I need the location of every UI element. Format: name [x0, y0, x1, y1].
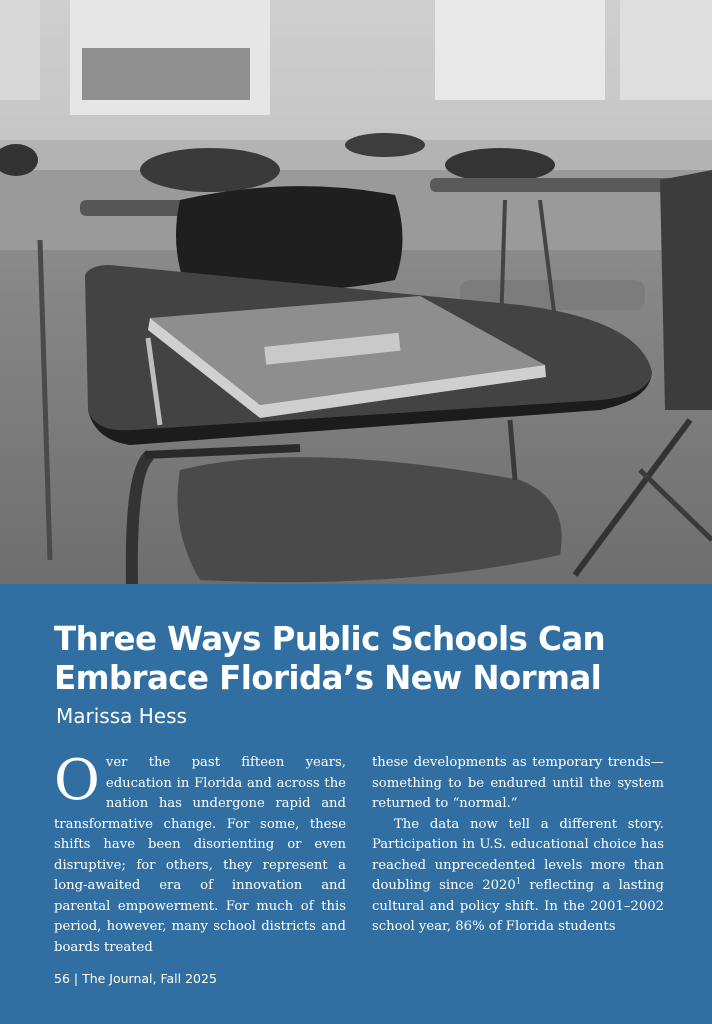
article-title	[54, 620, 674, 698]
body-paragraph-2-text-a: The data now tell a different story. Participation in U.S. educational choice has reached unprecedented levels more than doubling since 2020	[372, 816, 664, 893]
author-byline: Marissa Hess	[56, 704, 187, 728]
body-column-1	[54, 748, 346, 958]
article-title-line-1: Three Ways Public Schools Can	[54, 620, 606, 658]
body-paragraph-1-continued: these developments as temporary trends—something to be endured until the system returned to “normal.”	[372, 755, 664, 811]
body-paragraph-2-text-b: reflecting a lasting cultural and policy shift. In the 2001–2002 school year, 86% of Florida students	[372, 878, 664, 934]
page-footer: 56 | The Journal, Fall 2025	[54, 971, 217, 986]
article-title-line-2: Embrace Florida’s New Normal	[54, 659, 602, 697]
body-paragraph-2	[372, 815, 664, 938]
body-paragraph-1-text: ver the past fifteen years, education in Florida and across the nation has undergone rapid and transformative change. For some, these shifts have been disorienting or even disruptive; for others, they represent a long-awaited era of innovation and parental empowerment. For much of this period, however, many school districts and boards treated	[54, 755, 346, 955]
body-column-2	[372, 753, 664, 938]
body-paragraph-1	[54, 748, 346, 958]
footnote-marker: 1	[515, 876, 521, 886]
drop-cap: O	[54, 748, 100, 813]
